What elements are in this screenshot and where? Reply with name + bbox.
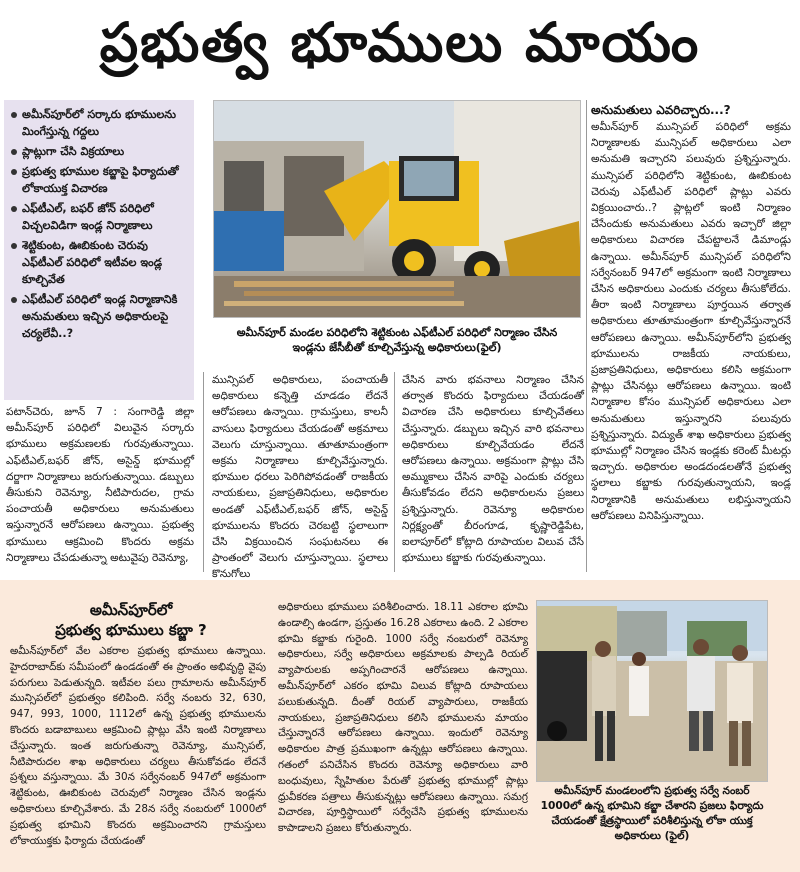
officials-inspection-image <box>537 601 768 782</box>
highlight-text: అమీన్‌పూర్‌లో సర్కారు భూములను మింగేస్తున్న గద్దలు <box>22 108 176 138</box>
highlight-item <box>10 291 188 342</box>
bullet-icon <box>11 297 17 303</box>
body-column-1 <box>6 404 194 566</box>
column-divider <box>203 372 204 572</box>
right-column-heading: అనుమతులు ఎవరిచ్చారు...? <box>591 103 731 117</box>
column-divider <box>586 100 587 572</box>
bullet-icon <box>11 112 17 118</box>
body-text: అధికారులు భూములు పరిశీలించారు. 18.11 ఎకరాల భూమి ఉండాల్సి ఉండగా, ప్రస్తుతం 16.28 ఎకరాలు ఉంది. 2 ఎకరాల భూమి కబ్జాకు గురైంది. 1000 సర్వే నంబరులో రెవెన్యూ అధికారులు, సర్వే అధికారులు అక్రమాలకు పాల్పడి రియల్ వ్యాపారులకు అప్పగించారనే ఆరోపణలు ఉన్నాయి. అమీన్‌పూర్‌లో ఎకరం భూమి విలువ కోట్లాది రూపాయలు పలుకుతున్నది. దీంతో రియల్ వ్యాపారులు, రాజకీయ నాయకులు, ప్రజాప్రతినిధులు కలిసి భూములను మాయం చేస్తున్నారనే ఆరోపణలు ఉన్నాయి. ఇందులో రెవెన్యూ అధికారుల పాత్ర ప్రముఖంగా ఉన్నట్లు ఆరోపణలు ఉన్నాయి. గతంలో పనిచేసిన కొందరు రెవెన్యూ అధికారులు వారి బంధువులు, స్నేహితుల పేరుతో ప్రభుత్వ భూముల్లో ప్లాట్లు ధ్రువీకరణ పత్రాలు తీసుకున్నట్లు ఆరోపణలు ఉన్నాయి. సమగ్ర విచారణ, పూర్తిస్థాయిలో సర్వేచేసి ప్రభుత్వ భూములను కాపాడాలని ప్రజలు కోరుతున్నారు. <box>278 601 528 835</box>
highlights-box <box>4 100 194 400</box>
body-text: పటాన్‌చెరు, జూన్ 7 : సంగారెడ్డి జిల్లా అమీన్‌పూర్ పరిధిలో విలువైన సర్కారు భూములు అక్రమణలకు గురవుతున్నాయి. ఎఫ్‌టీఎల్,బఫర్ జోన్, అసైన్డ్ భూముల్లో దర్జాగా నిర్మాణాలు జరుగుతున్నాయి. డబ్బులు తీసుకుని రెవెన్యూ, నీటిపారుదల, గ్రామ పంచాయతీ అధికారులు అనుమతులు ఇస్తున్నారనే ఆరోపణలు ఉన్నాయి. ప్రభుత్వ భూములు ఆక్రమించి కొందరు అక్రమ నిర్మాణాలు చేపడుతున్నా అటువైపు రెవెన్యూ, <box>6 406 194 564</box>
body-text: చేసిన వారు భవనాలు నిర్మాణం చేసిన తర్వాత కొందరు ఫిర్యాదులు చేయడంతో విచారణ చేసి అధికారులు కూల్చివేతలు చేస్తున్నారు. డబ్బులు ఇచ్చిన వారి భవనాలు అధికారులు కూల్చివేయడం లేదనే ఆరోపణలు ఉన్నాయి. అక్రమంగా ప్లాట్లు చేసి అమ్ముకాలు చేసిన వారిపై ఎందుకు చర్యలు తీసుకోవడం లేదని అధికారులను ప్రజలు ప్రశ్నిస్తున్నారు. రెవెన్యూ అధికారుల నిర్లక్ష్యంతో బీరంగూడ, కృష్ణారెడ్డిపేట, ఐలాపూర్‌లో కోట్లాది రూపాయల విలువ చేసే భూములు కబ్జాకు గురవుతున్నాయి. <box>402 374 584 565</box>
right-column <box>591 102 791 524</box>
headline: ప్రభుత్వ భూములు మాయం <box>99 10 701 74</box>
bullet-icon <box>11 206 17 212</box>
bullet-icon <box>11 243 17 249</box>
highlight-text: ఎఫ్‌టీఎల్ పరిధిలో ఇండ్ల నిర్మాణానికి అనుమతులు ఇచ్చిన అధికారులపై చర్యలేవీ..? <box>22 293 178 340</box>
right-column-text: అమీన్‌పూర్ మున్సిపల్ పరిధిలో అక్రమ నిర్మాణాలకు మున్సిపల్ అధికారులు ఎలా అనుమతి ఇచ్చారని పలువురు ప్రశ్నిస్తున్నారు. మున్సిపల్ పరిధిలోని శెట్టికుంట, ఊబికుంట చెరువు ఎఫ్‌టీఎల్ పరిధిలో ప్లాట్లు ఎవరు విక్రయించారు..? ప్లాట్లలో ఇంటి నిర్మాణం చేసేందుకు అనుమతులు ఎవరు ఇచ్చారో జిల్లా అధికారులు విచారణ చేపట్టాలనే డిమాండ్లు ఉన్నాయి. అమీన్‌పూర్ మున్సిపల్ పరిధిలోని సర్వేనంబర్ 947లో అక్రమంగా ఇంటి నిర్మాణాలు చేసిన అధికారులు ఎందుకు చర్యలు తీసుకోలేదు. తీరా ఇంటి నిర్మాణాలు పూర్తయిన తర్వాత అధికారులు తూతూమంత్రంగా కూల్చివేస్తున్నారనే ఆరోపణలు ఉన్నాయి. అమీన్‌పూర్‌లోని ప్రభుత్వ భూములను రాజకీయ నాయకులు, ప్రజాప్రతినిధులు, అధికారులు కలిసి అక్రమంగా ప్లాట్లు చేసినట్లు ఆరోపణలు ఉన్నాయి. ఇంటి నిర్మాణాల కోసం మున్సిపల్ అధికారులు ఎలా అనుమతులు ఇస్తున్నారని పలువురు ప్రశ్నిస్తున్నారు. విద్యుత్ శాఖ అధికారులు ప్రభుత్వ భూముల్లో నిర్మాణం చేసిన ఇండ్లకు కరెంట్ మీటర్లు ఇచ్చారు. అధికారుల అండదండలతోనే ప్రభుత్వ స్థలాలు కబ్జాకు గురవుతున్నాయని, ఇండ్ల నిర్మాణానికి అనుమతులు లభిస్తున్నాయని ఆరోపణలు వినిపిస్తున్నాయి. <box>591 121 791 522</box>
bottom-column-2 <box>278 600 528 837</box>
body-text: మున్సిపల్ అధికారులు, పంచాయతీ అధికారులు కన్నెత్తి చూడడం లేదనే ఆరోపణలు ఉన్నాయి. గ్రామస్తులు, కాలనీ వాసులు ఫిర్యాదులు చేయడంతో అక్రమాలు వెలుగు చూస్తున్నాయి. తూతూమంత్రంగా అక్రమ నిర్మాణాలు కూల్చివేస్తున్నారు. భూముల ధరలు పెరిగిపోవడంతో రాజకీయ నాయకులు, ప్రజాప్రతినిధులు, అధికారుల అండతో ఎఫ్‌టీఎల్,బఫర్ జోన్, అసైన్డ్ భూములను కొందరు చెరబట్టి స్థలాలుగా చేసి విక్రయించిన సంఘటనలు ఈ ప్రాంతంలో వెలుగు చూస్తున్నాయి. స్థలాలు కొనుగోలు <box>212 374 388 581</box>
highlight-item <box>10 237 188 288</box>
bottom-heading <box>36 600 226 640</box>
body-column-3 <box>402 372 584 566</box>
highlight-item <box>10 163 188 197</box>
inspection-photo <box>536 600 768 782</box>
highlight-text: శెట్టికుంట, ఊబికుంట చెరువు ఎఫ్‌టీఎల్ పరిధిలో ఇటీవల ఇండ్ల కూల్చివేత <box>22 239 163 286</box>
bottom-heading-line2: ప్రభుత్వ భూములు కబ్జా ? <box>55 621 207 639</box>
highlight-item <box>10 106 188 140</box>
highlight-item <box>10 143 188 160</box>
column-divider <box>394 372 395 572</box>
highlight-item <box>10 200 188 234</box>
highlight-text: ప్లాట్లుగా చేసి విక్రయాలు <box>22 145 125 158</box>
body-column-2 <box>212 372 388 583</box>
bottom-column-1 <box>10 644 266 849</box>
inspection-photo-caption: అమీన్‌పూర్ మండలంలోని ప్రభుత్వ సర్వే నంబర్ 1000లో ఉన్న భూమిని కబ్జా చేశారని ప్రజలు ఫిర్యాదు చేయడంతో క్షేత్రస్థాయిలో పరిశీలిస్తున్న లోకా యుక్త అధికారులు (ఫైల్) <box>540 785 764 842</box>
highlight-text: ఎఫ్‌టీఎల్, బఫర్ జోన్ పరిధిలో విచ్చలవిడిగా ఇండ్ల నిర్మాణాలు <box>22 202 154 232</box>
highlight-text: ప్రభుత్వ భూముల కబ్జాపై ఫిర్యాదుతో లోకాయుక్త విచారణ <box>22 165 179 195</box>
bottom-heading-line1: అమీన్‌పూర్‌లో <box>89 601 173 619</box>
main-photo-caption: అమీన్‌పూర్ మండల పరిధిలోని శెట్టికుంట ఎఫ్‌టీఎల్ పరిధిలో నిర్మాణం చేసిన ఇండ్లను జేసీబీతో కూల్చివేస్తున్న అధికారులు(ఫైల్) <box>213 318 581 364</box>
body-text: అమీన్‌పూర్‌లో వేల ఎకరాల ప్రభుత్వ భూములు ఉన్నాయి. హైదరాబాద్‌కు సమీపంలో ఉండడంతో ఈ ప్రాంతం అభివృద్ధి వైపు పరుగులు పెడుతున్నది. ఇటీవల పలు గ్రామాలను అమీన్‌పూర్ మున్సిపల్‌లో ప్రభుత్వం కలిపింది. సర్వే నంబరు 32, 630, 947, 993, 1000, 1112లో ఉన్న ప్రభుత్వ భూములను కొందరు బడాబాబులు ఆక్రమించి ప్లాట్లు వేసి ఇంటి నిర్మాణాలు చేస్తున్నారు. ఇంత జరుగుతున్నా రెవెన్యూ, మున్సిపల్, నీటిపారుదల శాఖ అధికారులు చర్యలు తీసుకోవడం లేదనే ప్రశ్నలు వస్తున్నాయి. మే 30న సర్వేనంబర్ 947లో అక్రమంగా శెట్టికుంట, ఊబికుంట చెరువులో నిర్మాణం చేసిన ఇండ్లను అధికారులు కూల్చివేశారు. మే 28న సర్వే నంబరులో 1000లో ప్రభుత్వ భూమిని కొందరు అక్రమించారని గ్రామస్తులు లోకాయుక్తకు ఫిర్యాదు చేయడంతో <box>10 645 266 847</box>
jcb-demolition-image <box>214 101 581 318</box>
main-photo <box>213 100 581 318</box>
bullet-icon <box>11 149 17 155</box>
bullet-icon <box>11 169 17 175</box>
